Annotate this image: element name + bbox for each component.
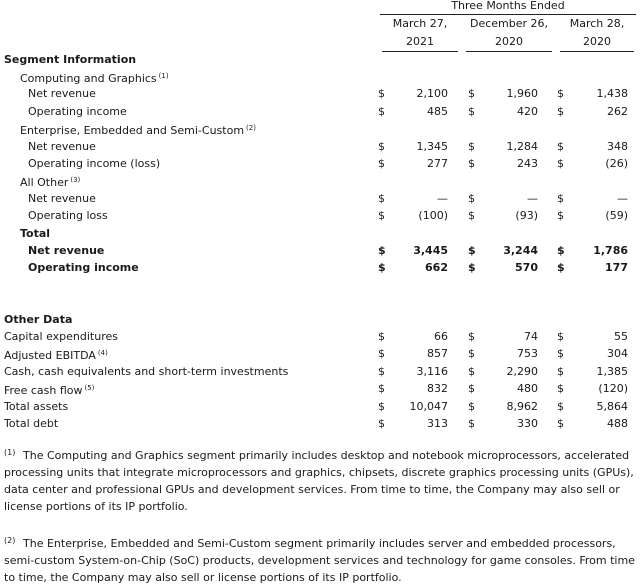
value-cell-col1: 10,047 [409, 399, 448, 413]
column-header-1-line2: 2021 [406, 35, 434, 48]
currency-symbol: $ [378, 417, 385, 430]
currency-symbol: $ [378, 87, 385, 101]
currency-symbol: $ [557, 209, 564, 223]
value-cell-col1: 3,445 [413, 244, 448, 257]
section-heading-other [0, 311, 640, 328]
row-label [4, 380, 94, 399]
table-row [0, 190, 640, 207]
footnote-ref: (1) [158, 72, 169, 80]
currency-symbol: $ [468, 417, 475, 430]
footnote-2 [4, 535, 636, 586]
table-row [0, 207, 640, 224]
currency-symbol: $ [378, 209, 385, 223]
period-title: Three Months Ended [451, 0, 565, 12]
value-cell-col1: 66 [434, 330, 448, 343]
row-label [28, 103, 127, 120]
column-header-2-line1: December 26, [469, 17, 549, 30]
currency-symbol: $ [378, 330, 385, 343]
value-cell-col1: 485 [427, 104, 448, 118]
row-label-text: Total [20, 226, 51, 240]
value-cell-col2: 1,960 [506, 87, 538, 101]
currency-symbol: $ [378, 382, 385, 396]
footnote-1-text: The Computing and Graphics segment primarily includes desktop and notebook microprocessors, accelerated processing units that integrate microprocessors and graphics, chipsets, discrete graphics processing units (GPUs), data center and professional GPUs and development services. From time to time, the Company may also sell or license portions of its IP portfolio. [4, 449, 634, 513]
row-label [28, 207, 108, 224]
row-label-text: Capital expenditures [4, 330, 118, 343]
row-label [4, 363, 288, 380]
row-label [4, 415, 58, 432]
table-row [0, 103, 640, 120]
value-cell-col2: 420 [517, 104, 538, 118]
currency-symbol: $ [468, 261, 476, 275]
row-label [20, 172, 80, 191]
table-row [0, 398, 640, 415]
currency-symbol: $ [557, 261, 565, 275]
value-cell-col2: 570 [515, 261, 538, 275]
value-cell-col1: (100) [418, 209, 448, 223]
row-label [28, 155, 160, 172]
currency-symbol: $ [468, 209, 475, 223]
table-row [0, 85, 640, 102]
table-row [0, 138, 640, 155]
currency-symbol: $ [378, 157, 385, 170]
value-cell-col2: 330 [517, 417, 538, 430]
row-label-text: Operating income (loss) [28, 157, 161, 170]
currency-symbol: $ [468, 330, 475, 343]
row-label-text: Total assets [4, 399, 69, 413]
currency-symbol: $ [468, 191, 475, 205]
currency-symbol: $ [468, 139, 475, 153]
table-row [0, 225, 640, 242]
value-cell-col1: 277 [427, 157, 448, 170]
value-cell-col3: (120) [598, 382, 628, 396]
table-row [0, 345, 640, 362]
footnote-ref: (3) [70, 176, 81, 185]
table-row [0, 155, 640, 172]
currency-symbol: $ [468, 382, 475, 396]
row-label [4, 345, 108, 364]
value-cell-col2: 3,244 [503, 244, 538, 257]
value-cell-col3: 1,786 [593, 244, 628, 257]
value-cell-col3: 348 [607, 139, 628, 153]
currency-symbol: $ [378, 364, 385, 378]
section-heading-label: Other Data [4, 313, 73, 326]
footnote-ref: (5) [84, 384, 95, 393]
value-cell-col3: — [617, 191, 628, 205]
row-label-text: Operating loss [28, 209, 108, 223]
currency-symbol: $ [378, 191, 385, 205]
currency-symbol: $ [468, 399, 475, 413]
value-cell-col1: 3,116 [416, 364, 448, 378]
value-cell-col2: 753 [517, 347, 538, 361]
currency-symbol: $ [557, 157, 564, 170]
currency-symbol: $ [557, 244, 565, 257]
value-cell-col1: 2,100 [416, 87, 448, 101]
value-cell-col2: — [527, 191, 538, 205]
currency-symbol: $ [378, 347, 385, 361]
value-cell-col2: 74 [524, 330, 538, 343]
row-label-text: Operating income [28, 104, 127, 118]
table-row [0, 68, 640, 85]
value-cell-col3: 262 [607, 104, 628, 118]
currency-symbol: $ [557, 364, 564, 378]
row-label [20, 68, 169, 87]
row-label-text: Free cash flow [4, 384, 83, 398]
currency-symbol: $ [468, 244, 476, 257]
row-label-text: Enterprise, Embedded and Semi-Custom [20, 124, 245, 138]
value-cell-col1: — [437, 191, 448, 205]
currency-symbol: $ [378, 139, 385, 153]
table-row [0, 328, 640, 345]
section-heading-segment [0, 51, 640, 68]
row-label [4, 398, 68, 415]
column-header-1-line1: March 27, [392, 17, 448, 30]
table-row [0, 259, 640, 276]
value-cell-col2: 243 [517, 157, 538, 170]
section-heading-label: Segment Information [4, 53, 137, 66]
table-row [0, 242, 640, 259]
row-label-text: Total debt [4, 417, 59, 430]
footnote-1-mark: (1) [4, 448, 16, 457]
row-label [28, 138, 96, 155]
row-label-text: Computing and Graphics [20, 72, 157, 85]
row-label [28, 259, 139, 276]
currency-symbol: $ [378, 261, 386, 275]
footnote-2-text: The Enterprise, Embedded and Semi-Custom segment primarily includes server and embedded processors, semi-custom System-on-Chip (SoC) products, development services and technology for game consoles. From time to time, the Company may also sell or license portions of its IP portfolio. [4, 537, 635, 584]
value-cell-col2: 8,962 [506, 399, 538, 413]
value-cell-col2: 1,284 [506, 139, 538, 153]
currency-symbol: $ [468, 104, 475, 118]
footnote-ref: (4) [97, 349, 108, 358]
footnote-2-mark: (2) [4, 536, 16, 545]
column-header-3-line2: 2020 [583, 35, 611, 48]
footnote-1 [4, 447, 636, 515]
row-label-text: Cash, cash equivalents and short-term investments [4, 364, 289, 378]
value-cell-col1: 313 [427, 417, 448, 430]
row-label [28, 190, 96, 207]
currency-symbol: $ [557, 417, 564, 430]
value-cell-col2: 480 [517, 382, 538, 396]
value-cell-col3: 1,438 [596, 87, 628, 101]
row-label [28, 85, 96, 102]
currency-symbol: $ [378, 244, 386, 257]
currency-symbol: $ [557, 399, 564, 413]
row-label [4, 328, 118, 345]
currency-symbol: $ [557, 347, 564, 361]
table-row [0, 363, 640, 380]
value-cell-col3: 5,864 [596, 399, 628, 413]
table-row [0, 120, 640, 137]
currency-symbol: $ [557, 330, 564, 343]
value-cell-col3: 55 [614, 330, 628, 343]
column-header-2-line2: 2020 [495, 35, 523, 48]
value-cell-col3: 488 [607, 417, 628, 430]
column-header-3-line1: March 28, [569, 17, 625, 30]
currency-symbol: $ [557, 382, 564, 396]
row-label [20, 225, 50, 242]
currency-symbol: $ [468, 87, 475, 101]
row-label-text: All Other [20, 176, 69, 190]
value-cell-col1: 857 [427, 347, 448, 361]
table-row [0, 380, 640, 397]
footnote-ref: (2) [246, 124, 256, 133]
value-cell-col3: 304 [607, 347, 628, 361]
value-cell-col1: 832 [427, 382, 448, 396]
row-label-text: Net revenue [28, 191, 96, 205]
row-label-text: Adjusted EBITDA [4, 349, 96, 363]
currency-symbol: $ [557, 104, 564, 118]
currency-symbol: $ [557, 87, 564, 101]
value-cell-col3: 1,385 [596, 364, 628, 378]
row-label-text: Net revenue [28, 87, 96, 101]
currency-symbol: $ [468, 157, 475, 170]
currency-symbol: $ [378, 399, 385, 413]
table-row [0, 172, 640, 189]
value-cell-col2: (93) [515, 209, 538, 223]
value-cell-col1: 1,345 [416, 139, 448, 153]
value-cell-col1: 662 [425, 261, 448, 275]
currency-symbol: $ [378, 104, 385, 118]
value-cell-col3: 177 [605, 261, 628, 275]
table-row [0, 415, 640, 432]
row-label-text: Operating income [28, 261, 139, 275]
row-label [20, 120, 256, 139]
currency-symbol: $ [468, 364, 475, 378]
currency-symbol: $ [557, 191, 564, 205]
row-label [28, 242, 104, 259]
currency-symbol: $ [468, 347, 475, 361]
currency-symbol: $ [557, 139, 564, 153]
value-cell-col3: (59) [605, 209, 628, 223]
value-cell-col3: (26) [605, 157, 628, 170]
row-label-text: Net revenue [28, 244, 105, 257]
row-label-text: Net revenue [28, 139, 96, 153]
value-cell-col2: 2,290 [506, 364, 538, 378]
